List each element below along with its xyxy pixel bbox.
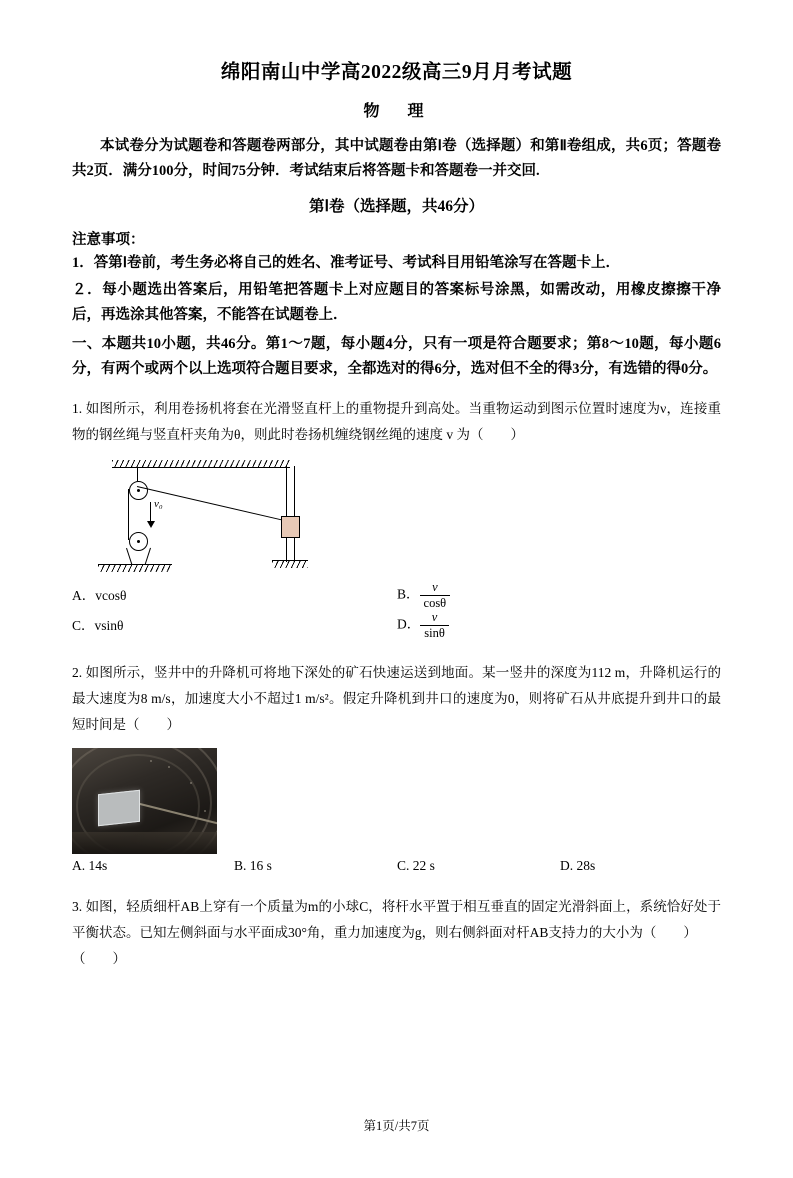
shaft-floor	[72, 832, 217, 854]
rope-vertical	[128, 489, 129, 540]
load-block	[281, 516, 300, 538]
figure-winch-diagram	[90, 456, 370, 576]
winch-stand	[124, 548, 152, 565]
question-1-options-row-1	[72, 580, 721, 610]
exam-paper-page	[0, 56, 793, 1178]
option-2b[interactable]: B. 16 s	[234, 858, 272, 873]
pulley-top-icon	[129, 481, 148, 500]
question-2-options-row	[72, 858, 721, 880]
option-2a[interactable]: A. 14s	[72, 858, 108, 873]
option-2c[interactable]: C. 22 s	[397, 858, 435, 873]
option-1b-numerator: v	[432, 580, 438, 594]
subject-title: 物 理	[363, 103, 430, 120]
notice-heading: 注意事项：	[72, 232, 145, 248]
question-3-answer-blank: （ ）	[72, 951, 126, 966]
rod-base-hatching	[272, 560, 308, 568]
option-1b-denominator: cosθ	[420, 595, 451, 611]
question-1-options-row-2	[72, 610, 721, 644]
velocity-arrow	[150, 502, 151, 524]
page-title: 绵阳南山中学高2022级高三9月月考试题	[220, 62, 573, 83]
option-1d-denominator: sinθ	[420, 625, 449, 641]
option-1a[interactable]: A．vcosθ	[72, 588, 127, 603]
question-1	[72, 396, 721, 448]
option-1b-fraction	[420, 580, 451, 611]
instruction-paragraph: 一、本题共10小题，共46分。第1～7题，每小题4分，只有一项是符合题要求；第8～10题，每小题6分，有两个或两个以上选项符合题目要求，全都选对的得6分，选对但不全的得3分，有选错的得0分。	[72, 336, 721, 377]
velocity-label: v₀	[154, 498, 163, 510]
option-1d[interactable]	[397, 610, 449, 641]
notice-item-1: 1．答第Ⅰ卷前，考生务必将自己的姓名、准考证号、考试科目用铅笔涂写在答题卡上．	[72, 255, 621, 271]
question-2-number: 2.	[72, 665, 83, 680]
option-1d-numerator: v	[431, 610, 438, 624]
question-2	[72, 660, 721, 738]
ground-hatching	[98, 564, 172, 572]
ceiling-hatching	[112, 460, 290, 468]
question-3	[72, 894, 721, 946]
mine-elevator-cage	[98, 790, 140, 826]
intro-paragraph: 本试卷分为试题卷和答题卷两部分，其中试题卷由第Ⅰ卷（选择题）和第Ⅱ卷组成，共6页；答题卷共2页．满分100分，时间75分钟．考试结束后将答题卡和答题卷一并交回.	[72, 138, 721, 179]
option-1d-fraction	[420, 610, 449, 641]
question-1-number: 1.	[72, 401, 83, 416]
question-2-text: 如图所示，竖井中的升降机可将地下深处的矿石快速运送到地面。某一竖井的深度为112 m，升降机运行的最大速度为8 m/s，加速度大小不超过1 m/s²。假定升降机到井口的速度为0，则将矿石从井底提升到井口的最短时间是（ ）	[72, 665, 721, 732]
notice-item-2: ２．每小题选出答案后，用铅笔把答题卡上对应题目的答案标号涂黑，如需改动，用橡皮擦擦干净后，再选涂其他答案，不能答在试题卷上．	[72, 282, 721, 323]
question-3-text: 如图，轻质细杆AB上穿有一个质量为m的小球C，将杆水平置于相互垂直的固定光滑斜面上，系统恰好处于平衡状态。已知左侧斜面与水平面成30°角，重力加速度为g，则右侧斜面对杆AB支持力的大小为（ ）	[72, 899, 722, 940]
option-1c[interactable]: C．vsinθ	[72, 618, 124, 633]
question-3-number: 3.	[72, 899, 83, 914]
figure-mine-shaft-photo	[72, 748, 217, 854]
section-header: 第Ⅰ卷（选择题，共46分）	[308, 198, 485, 215]
page-footer: 第1页/共7页	[363, 1119, 430, 1133]
option-1b-label: B．	[397, 586, 420, 602]
ceiling-support	[137, 467, 138, 481]
option-1d-label: D．	[397, 616, 421, 632]
option-2d[interactable]: D. 28s	[560, 858, 596, 873]
option-1b[interactable]	[397, 580, 450, 611]
question-1-text: 如图所示，利用卷扬机将套在光滑竖直杆上的重物提升到高处。当重物运动到图示位置时速度为ν，连接重物的钢丝绳与竖直杆夹角为θ，则此时卷扬机缠绕钢丝绳的速度 v 为（ ）	[72, 401, 722, 442]
vertical-rod	[286, 466, 295, 562]
